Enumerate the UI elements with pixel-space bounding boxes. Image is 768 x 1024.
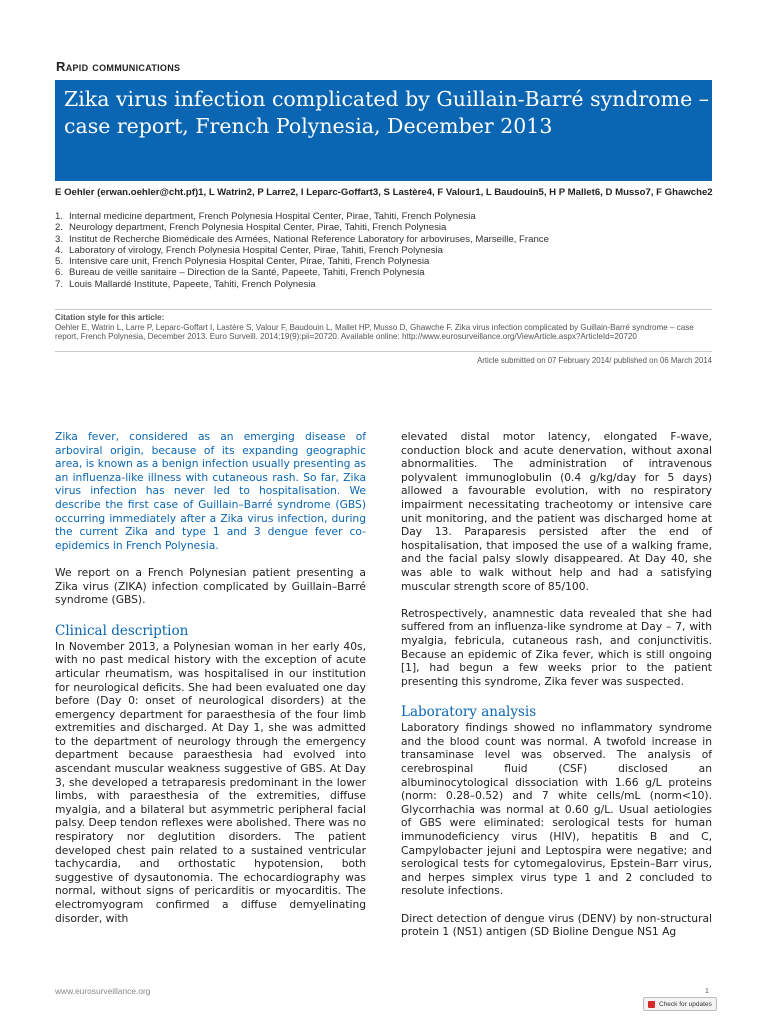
affiliation-text: Intensive care unit, French Polynesia Hospital Center, Pirae, Tahiti, French Polynesia (69, 256, 430, 268)
affiliation-item (55, 234, 715, 245)
intro-paragraph: We report on a French Polynesian patient presenting a Zika virus (ZIKA) infection complicated by Guillain–Barré syndrome (GBS). (55, 565, 366, 607)
bookmark-icon (648, 1001, 655, 1008)
affiliation-item (55, 267, 715, 278)
section-label: Rapid communications (56, 59, 181, 74)
heading-laboratory-analysis: Laboratory analysis (401, 704, 537, 721)
affiliation-text: Laboratory of virology, French Polynesia Hospital Center, Pirae, Tahiti, French Polynesia (69, 244, 443, 256)
submission-dates: Article submitted on 07 February 2014/ published on 06 March 2014 (477, 356, 712, 365)
author-list: E Oehler (erwan.oehler@cht.pf)1, L Watrin2, P Larre2, I Leparc-Goffart3, S Lastère4, F Valour1, L Baudouin5, H P Mallet6, D Musso7, F Ghawche2 (55, 187, 713, 198)
affiliation-number: 6. (55, 267, 64, 279)
affiliation-item (55, 245, 715, 256)
title-banner (55, 80, 712, 181)
affiliation-number: 7. (55, 278, 64, 290)
affiliation-text: Neurology department, French Polynesia Hospital Center, Pirae, Tahiti, French Polynesia (69, 222, 447, 234)
check-for-updates-button[interactable] (643, 997, 717, 1011)
page-number: 1 (705, 988, 709, 995)
right-column (401, 430, 712, 939)
treatment-paragraph: elevated distal motor latency, elongated F-wave, conduction block and acute denervation, without axonal abnormalities. The administration of intravenous polyvalent immunoglobulin (0.4 g/kg/day for 5 days) allowed a favourable evolution, with no respiratory impairment necessitating tracheotomy or intensive care unit monitoring, and the patient was discharged home at Day 13. Paraparesis persisted after the end of hospitalisation, that imposed the use of a walking frame, and the facial palsy slowly disappeared. At Day 40, she was able to walk without help and had a satisfying muscular strength score of 85/100. (401, 430, 712, 593)
affiliation-item (55, 256, 715, 267)
footer-url-link[interactable]: www.eurosurveillance.org (55, 986, 151, 996)
divider-bottom (55, 351, 712, 352)
check-for-updates-label: Check for updates (659, 1000, 712, 1008)
heading-clinical-description: Clinical description (55, 622, 189, 639)
divider-top (55, 309, 712, 310)
affiliation-text: Louis Mallardé Institute, Papeete, Tahiti, French Polynesia (69, 278, 316, 290)
citation-text: Oehler E, Watrin L, Larre P, Leparc-Goffart I, Lastère S, Valour F, Baudouin L, Mallet HP, Musso D, Ghawche F. Zika virus infection complicated by Guillain-Barré syndrome – case report, French Polynesia, December 2013. Euro Surveill. 2014;19(9):pii=20720. Available online: http://www.eurosurveillance.org/ViewArticle.aspx?ArticleId=20720 (55, 322, 694, 342)
clinical-paragraph: In November 2013, a Polynesian woman in her early 40s, with no past medical history with the exception of acute articular rheumatism, was hospitalised in our institution for neurological deficits. She had been evaluated one day before (Day 0: onset of neurological disorders) at the emergency department for paraesthesia of the four limb extremities and discharged. At Day 1, she was admitted to the department of neurology through the emergency department because paraesthesia had evolved into ascendant muscular weakness suggestive of GBS. At Day 3, she developed a tetraparesis predominant in the lower limbs, with paraesthesia of the extremities, diffuse myalgia, and a bilateral but asymmetric peripheral facial palsy. Deep tendon reflexes were abolished. There was no respiratory nor deglutition disorders. The patient developed chest pain related to a sustained ventricular tachycardia, and orthostatic hypotension, both suggestive of dysautonomia. The echocardiography was normal, without signs of pericarditis or myocarditis. The electromyogram confirmed a diffuse demyelinating disorder, with (55, 639, 366, 925)
affiliation-number: 2. (55, 222, 64, 234)
laboratory-paragraph: Laboratory findings showed no inflammatory syndrome and the blood count was normal. A twofold increase in transaminase level was observed. The analysis of cerebrospinal fluid (CSF) disclosed an albuminocytological dissociation with 1.66 g/L proteins (norm: 0.28–0.52) and 7 white cells/mL (norm<10). Glycorrhachia was normal at 0.60 g/L. Usual aetiologies of GBS were eliminated: serological tests for human immunodeficiency virus (HIV), hepatitis B and C, Campylobacter jejuni and Leptospira were negative; and serological tests for cytomegalovirus, Epstein–Barr virus, and herpes simplex virus type 1 and 2 concluded to resolute infections. (401, 721, 712, 898)
left-column (55, 430, 366, 925)
affiliation-item (55, 279, 715, 290)
affiliation-number: 4. (55, 244, 64, 256)
citation-heading: Citation style for this article: (55, 313, 165, 322)
anamnesis-paragraph: Retrospectively, anamnestic data revealed that she had suffered from an influenza-like syndrome at Day – 7, with myalgia, febricula, cutaneous rash, and conjunctivitis. Because an epidemic of Zika fever, which is still ongoing [1], had begun a few weeks prior to the patient presenting this syndrome, Zika fever was suspected. (401, 606, 712, 688)
affiliation-text: Bureau de veille sanitaire – Direction de la Santé, Papeete, Tahiti, French Polynesia (69, 267, 425, 279)
affiliation-text: Institut de Recherche Biomédicale des Armées, National Reference Laboratory for arboviruses, Marseille, France (69, 233, 549, 245)
affiliation-number: 5. (55, 256, 64, 268)
dengue-detection-paragraph: Direct detection of dengue virus (DENV) by non-structural protein 1 (NS1) antigen (SD Bioline Dengue NS1 Ag (401, 911, 712, 939)
affiliation-number: 1. (55, 211, 64, 222)
affiliation-item (55, 211, 715, 222)
affiliations-list (55, 211, 715, 290)
affiliation-text: Internal medicine department, French Polynesia Hospital Center, Pirae, Tahiti, French Polynesia (69, 211, 476, 222)
article-title: Zika virus infection complicated by Guillain-Barré syndrome – case report, French Polynesia, December 2013 (64, 87, 709, 138)
abstract-paragraph: Zika fever, considered as an emerging disease of arboviral origin, because of its expanding geographic area, is known as a benign infection usually presenting as an influenza-like illness with cutaneous rash. So far, Zika virus infection has never led to hospitalisation. We describe the first case of Guillain–Barré syndrome (GBS) occurring immediately after a Zika virus infection, during the current Zika and type 1 and 3 dengue fever co-epidemics in French Polynesia. (55, 430, 366, 552)
affiliation-item (55, 222, 715, 233)
affiliation-number: 3. (55, 233, 64, 245)
citation-block (55, 313, 715, 342)
